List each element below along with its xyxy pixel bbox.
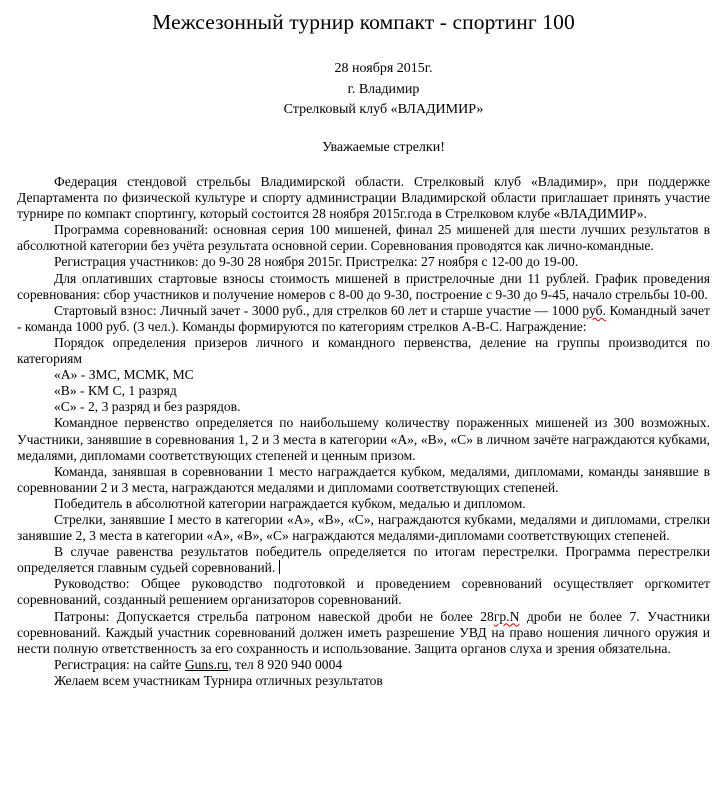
paragraph-cartridges xyxy=(17,609,710,657)
paragraph-management: Руководство: Общее руководство подготовкой и проведением соревнований осуществляет оргкомитет соревнований, созданный решением организаторов соревнований. xyxy=(17,576,710,608)
guns-ru-link[interactable]: Guns.ru xyxy=(184,656,229,672)
category-b: «В» - КМ С, 1 разряд xyxy=(54,383,177,399)
paragraph-tiebreak xyxy=(17,544,710,576)
paragraph-intro: Федерация стендовой стрельбы Владимирской области. Стрелковый клуб «Владимир», при поддержке Департамента по физической культуре и спорту администрации Владимирской области приглашает принять участие турнире по компакт спортингу, который состоится 28 ноября 2015г.года в Стрелковом клубе «ВЛАДИМИР». xyxy=(17,174,710,222)
text-cursor xyxy=(279,560,280,574)
greeting: Уважаемые стрелки! xyxy=(322,140,445,155)
event-club: Стрелковый клуб «ВЛАДИМИР» xyxy=(283,102,484,117)
paragraph-team-standings: Командное первенство определяется по наибольшему количеству пораженных мишеней из 300 возможных. Участники, занявшие в соревнования 1, 2 и 3 места в категории «А», «В», «С» в личном зачёте награждаются кубками, медалями, дипломами соответствующих степеней и ценным призом. xyxy=(17,415,710,463)
document-body xyxy=(17,174,710,689)
closing-wish: Желаем всем участникам Турнира отличных результатов xyxy=(54,672,383,688)
paragraph-categories-intro: Порядок определения призеров личного и командного первенства, деление на группы производится по категориям xyxy=(17,334,710,367)
registration-phone: , тел 8 920 940 0004 xyxy=(228,656,343,672)
event-city: г. Владимир xyxy=(347,82,420,97)
paragraph-site-registration xyxy=(17,657,710,673)
event-date: 28 ноября 2015г. xyxy=(334,61,433,76)
category-c: «С» - 2, 3 разряд и без разрядов. xyxy=(54,399,241,415)
document-title: Межсезонный турнир компакт - спортинг 100 xyxy=(152,10,575,34)
paragraph-registration: Регистрация участников: до 9-30 28 ноября 2015г. Пристрелка: 27 ноября с 12-00 до 19-00. xyxy=(54,254,579,270)
paragraph-program: Программа соревнований: основная серия 100 мишеней, финал 25 мишеней для шести лучших результатов в абсолютной категории без учёта результата основной серии. Соревнования проводятся как лично-командные. xyxy=(17,222,710,254)
category-a: «А» - ЗМС, МСМК, МС xyxy=(54,367,194,383)
registration-label: Регистрация: на сайте xyxy=(54,656,185,672)
tiebreak-text: В случае равенства результатов победитель определяется по итогам перестрелки. Программа перестрелки определяется главным судьей соревнований. xyxy=(17,544,710,576)
paragraph-team-awards: Команда, занявшая в соревновании 1 место награждается кубком, медалями, дипломами, команды занявшие в соревновании 2 и 3 места, награждаются медалями и дипломами соответствующих степеней. xyxy=(17,463,710,495)
paragraph-schedule: Для оплативших стартовые взносы стоимость мишеней в пристрелочные дни 11 рублей. График проведения соревнования: сбор участников и получение номеров с 8-00 до 9-30, построение с 9-30 до 9-45, начало стрельбы 10-00. xyxy=(17,270,710,302)
fee-text-a: Стартовый взнос: Личный зачет - 3000 руб., для стрелков 60 лет и старше участие — 1000 xyxy=(54,302,583,318)
cartridges-text-flagged: гр.N xyxy=(493,608,520,624)
paragraph-absolute-winner: Победитель в абсолютной категории награждается кубком, медалью и дипломом. xyxy=(54,495,526,511)
paragraph-fee xyxy=(17,303,710,335)
paragraph-category-awards: Стрелки, занявшие I место в категории «А», «В», «С», награждаются кубками, медалями и дипломами, стрелки занявшие 2, 3 места в категории «А», «В», «С» награждаются медалями-дипломами соответствующих степеней. xyxy=(17,511,710,544)
fee-text-flagged: руб. xyxy=(582,302,606,318)
fee-text-b: Командный зачет - команда 1000 руб. (3 чел.). Команды формируются по категориям стрелков А-В-С. Награждение: xyxy=(17,302,710,334)
cartridges-text-a: Патроны: Допускается стрельба патроном навеской дроби не более 28 xyxy=(54,608,494,624)
cartridges-text-b: дроби не более 7. Участники соревнований. Каждый участник соревнований должен иметь разрешение УВД на право ношения личного оружия и нести полную ответственность за его сохранность и использование. Защита органов слуха и зрения обязательна. xyxy=(17,608,711,656)
